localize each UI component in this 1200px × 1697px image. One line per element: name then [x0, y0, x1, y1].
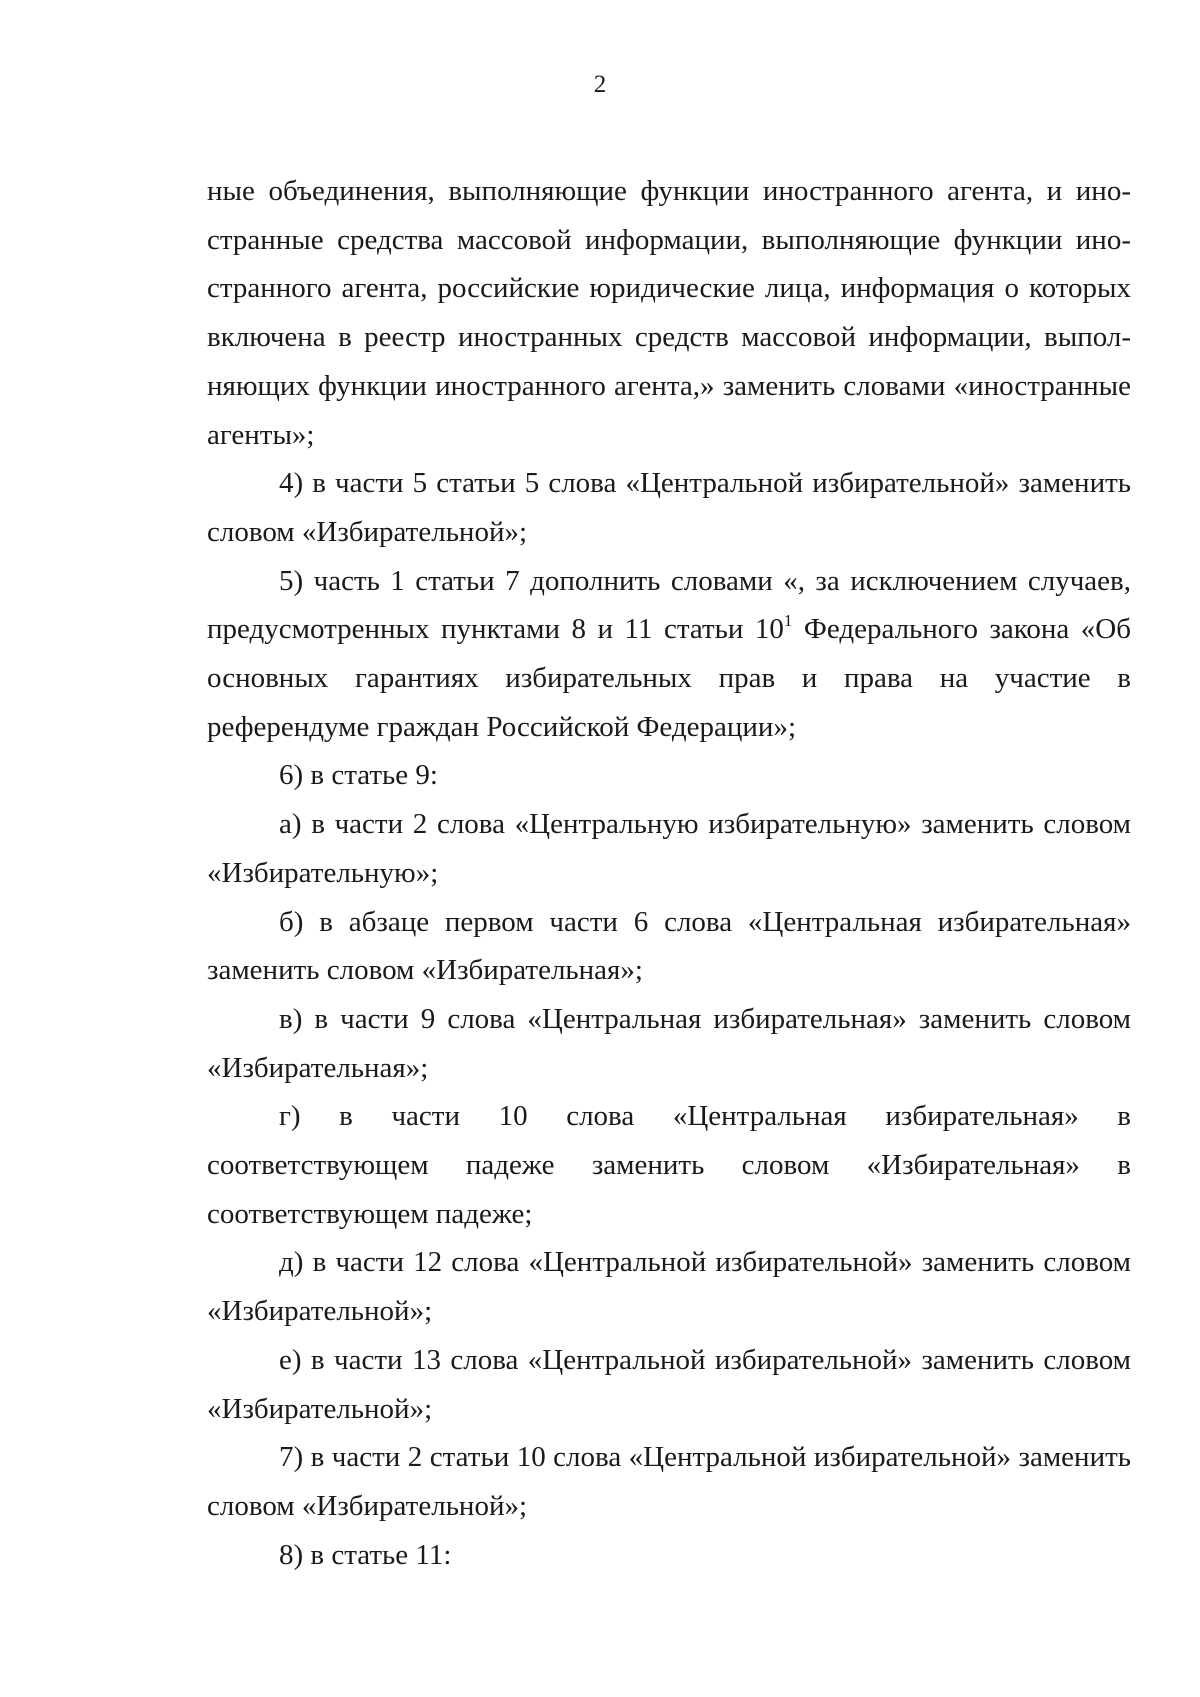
paragraph-item-5 [207, 557, 1131, 752]
paragraph-continuation: ные объединения, выполняющие функции иностранного агента, и иностранные средства массовой информации, выполняющие функции иностранного агента, российские юридические лица, информация о которых включена в реестр иностранных средств массовой информации, выполняющих функции иностранного агента,» заменить словами «иностранные агенты»; [207, 175, 1131, 451]
paragraph-item-6e: е) в части 13 слова «Центральной избирательной» заменить словом «Избирательной»; [207, 1343, 1131, 1425]
paragraph-item-5-text-before: 5) часть 1 статьи 7 дополнить словами «, за исключением случаев, предусмотренных пунктами 8 и 11 статьи 10 [207, 564, 1131, 646]
paragraph-item-8: 8) в статье 11: [279, 1538, 452, 1571]
paragraph-item-4: 4) в части 5 статьи 5 слова «Центральной избирательной» заменить словом «Избирательной»; [207, 467, 1131, 548]
paragraph-item-6: 6) в статье 9: [279, 759, 438, 792]
page-number: 2 [593, 71, 607, 98]
paragraph-item-6g: г) в части 10 слова «Центральная избирательная» в соответствующем падеже заменить словом «Избирательная» в соответствующем падеже; [207, 1100, 1131, 1230]
paragraph-item-6b: б) в абзаце первом части 6 слова «Центральная избирательная» заменить словом «Избирательная»; [207, 905, 1131, 987]
superscript-article-number: 1 [783, 611, 793, 631]
document-body [207, 167, 1131, 1579]
paragraph-item-6v: в) в части 9 слова «Центральная избирательная» заменить словом «Избирательная»; [207, 1002, 1131, 1084]
paragraph-item-7: 7) в части 2 статьи 10 слова «Центральной избирательной» заменить словом «Избирательной»; [207, 1441, 1131, 1522]
paragraph-item-6d: д) в части 12 слова «Центральной избирательной» заменить словом «Избирательной»; [207, 1246, 1131, 1328]
paragraph-item-6a: а) в части 2 слова «Центральную избирательную» заменить словом «Избирательную»; [207, 808, 1131, 889]
paragraph-item-5-text-after: Федерального закона «Об основных гарантиях избирательных прав и права на участие в референдуме граждан Российской Федерации»; [207, 613, 1131, 743]
